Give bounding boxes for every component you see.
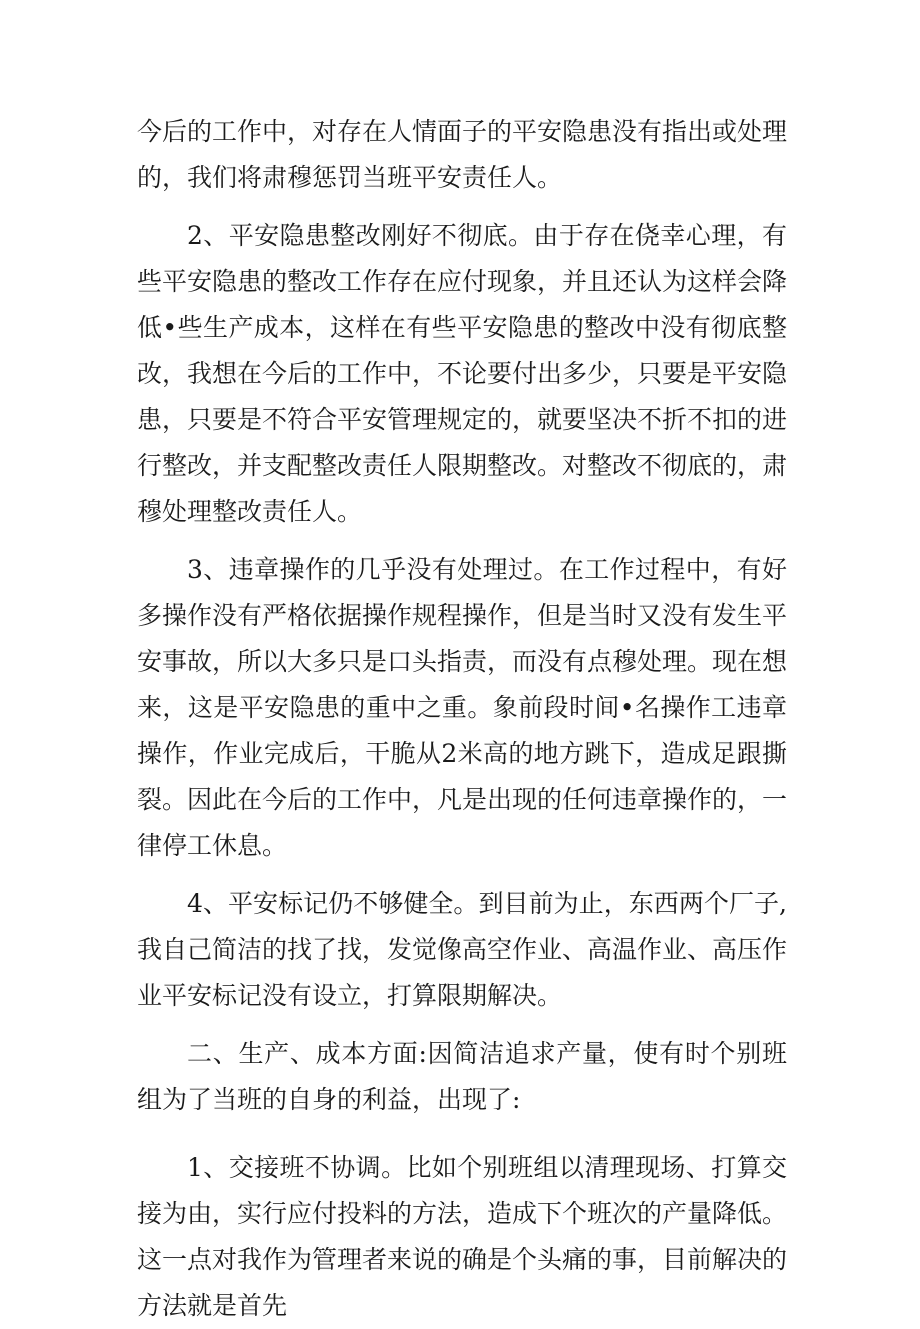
paragraph-item-3: 3、违章操作的几乎没有处理过。在工作过程中，有好多操作没有严格依据操作规程操作，但是当时又没有发生平安事故，所以大多只是口头指责，而没有点穆处理。现在想来，这是平安隐患的重中之重。象前段时间•名操作工违章操作，作业完成后，干脆从2米高的地方跳下，造成足跟撕裂。因此在今后的工作中，凡是出现的任何违章操作的，一律停工休息。 [137,555,788,860]
paragraph-continuation: 今后的工作中，对存在人情面子的平安隐患没有指出或处理的，我们将肃穆惩罚当班平安责任人。 [137,117,788,192]
document-body [137,109,787,1329]
section-heading-production-cost: 二、生产、成本方面:因简洁追求产量，使有时个别班组为了当班的自身的利益，出现了: [137,1039,787,1114]
paragraph-sub-item-1: 1、交接班不协调。比如个别班组以清理现场、打算交接为由，实行应付投料的方法，造成下个班次的产量降低。这一点对我作为管理者来说的确是个头痛的事，目前解决的方法就是首先 [137,1153,788,1320]
paragraph-item-2: 2、平安隐患整改刚好不彻底。由于存在侥幸心理，有些平安隐患的整改工作存在应付现象，并且还认为这样会降低•些生产成本，这样在有些平安隐患的整改中没有彻底整改，我想在今后的工作中，不论要付出多少，只要是平安隐患，只要是不符合平安管理规定的，就要坚决不折不扣的进行整改，并支配整改责任人限期整改。对整改不彻底的，肃穆处理整改责任人。 [137,221,788,526]
paragraph-item-4: 4、平安标记仍不够健全。到目前为止，东西两个厂子,我自己简洁的找了找，发觉像高空作业、高温作业、高压作业平安标记没有设立，打算限期解决。 [137,889,788,1010]
